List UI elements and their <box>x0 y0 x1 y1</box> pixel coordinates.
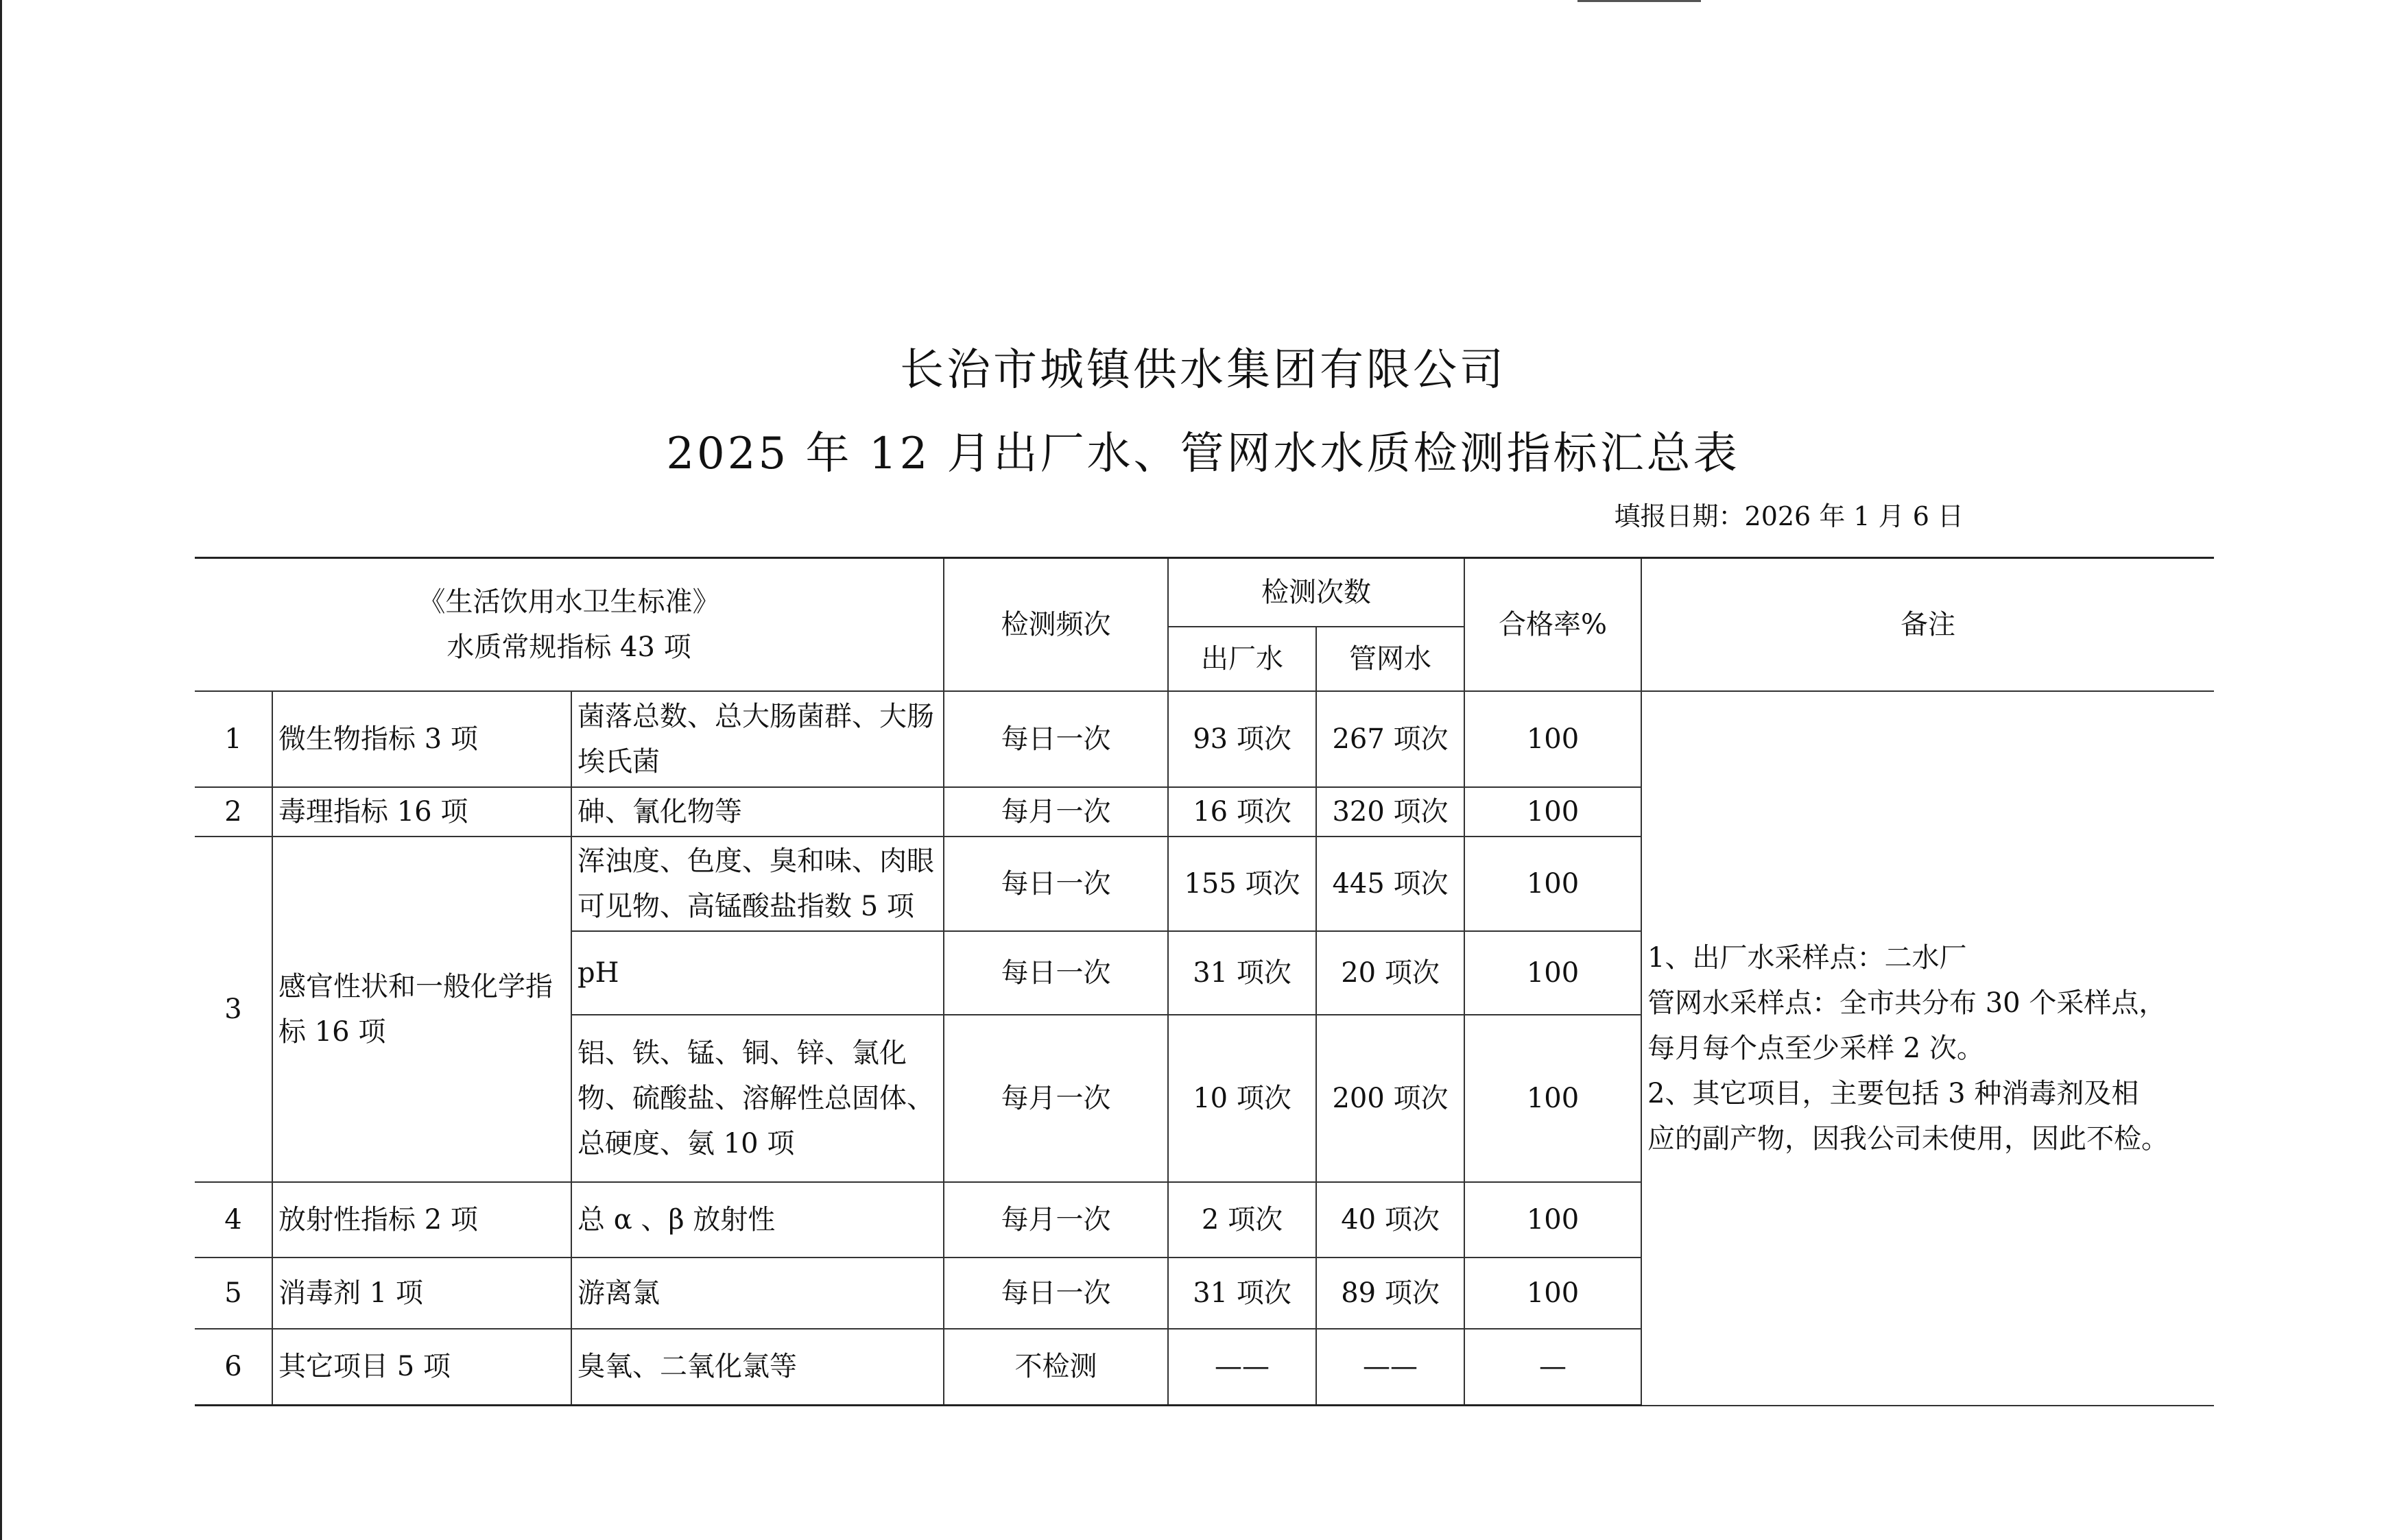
header-frequency: 检测频次 <box>944 558 1168 691</box>
row-factory-count: 2 项次 <box>1168 1182 1316 1258</box>
note-line: 2、其它项目，主要包括 3 种消毒剂及相 <box>1647 1077 2139 1109</box>
row-category: 放射性指标 2 项 <box>272 1182 571 1258</box>
row-pass-rate: 100 <box>1464 837 1641 931</box>
header-standard-line2: 水质常规指标 43 项 <box>446 631 691 663</box>
row-no: 3 <box>195 837 272 1182</box>
remarks-notes <box>1641 691 2214 1406</box>
header-remarks: 备注 <box>1641 558 2214 691</box>
row-factory-count: 93 项次 <box>1168 691 1316 787</box>
note-line: 管网水采样点：全市共分布 30 个采样点， <box>1647 987 2167 1019</box>
row-frequency: 不检测 <box>944 1329 1168 1406</box>
note-line: 应的副产物，因我公司未使用，因此不检。 <box>1647 1122 2169 1155</box>
row-no: 4 <box>195 1182 272 1258</box>
row-pass-rate: 100 <box>1464 1182 1641 1258</box>
row-frequency: 每月一次 <box>944 1182 1168 1258</box>
scan-edge-left <box>0 0 2 1540</box>
row-category: 感官性状和一般化学指标 16 项 <box>272 837 571 1182</box>
row-frequency: 每月一次 <box>944 1015 1168 1182</box>
note-line: 每月每个点至少采样 2 次。 <box>1647 1032 1984 1064</box>
note-line: 1、出厂水采样点：二水厂 <box>1647 941 1967 974</box>
row-pass-rate: — <box>1464 1329 1641 1406</box>
row-frequency: 每日一次 <box>944 931 1168 1015</box>
row-factory-count: —— <box>1168 1329 1316 1406</box>
header-counts: 检测次数 <box>1168 558 1464 627</box>
row-factory-count: 31 项次 <box>1168 1258 1316 1329</box>
row-network-count: 40 项次 <box>1316 1182 1464 1258</box>
row-factory-count: 16 项次 <box>1168 787 1316 837</box>
header-standard <box>195 558 944 691</box>
row-category: 微生物指标 3 项 <box>272 691 571 787</box>
table-row <box>195 691 2214 787</box>
company-title: 长治市城镇供水集团有限公司 <box>900 345 1506 396</box>
row-items: 臭氧、二氧化氯等 <box>571 1329 944 1406</box>
water-quality-table <box>195 557 2214 1406</box>
row-no: 6 <box>195 1329 272 1406</box>
row-pass-rate: 100 <box>1464 931 1641 1015</box>
header-row-1 <box>195 558 2214 627</box>
row-factory-count: 155 项次 <box>1168 837 1316 931</box>
row-network-count: 445 项次 <box>1316 837 1464 931</box>
row-no: 2 <box>195 787 272 837</box>
row-frequency: 每日一次 <box>944 837 1168 931</box>
row-pass-rate: 100 <box>1464 1015 1641 1182</box>
header-factory: 出厂水 <box>1168 627 1316 691</box>
row-network-count: 20 项次 <box>1316 931 1464 1015</box>
row-network-count: 320 项次 <box>1316 787 1464 837</box>
row-no: 5 <box>195 1258 272 1329</box>
header-pass-rate: 合格率% <box>1464 558 1641 691</box>
row-category: 消毒剂 1 项 <box>272 1258 571 1329</box>
row-pass-rate: 100 <box>1464 787 1641 837</box>
row-network-count: 89 项次 <box>1316 1258 1464 1329</box>
header-standard-line1: 《生活饮用水卫生标准》 <box>418 586 720 618</box>
row-pass-rate: 100 <box>1464 691 1641 787</box>
scan-edge-top <box>1577 0 1701 2</box>
row-items: pH <box>571 931 944 1015</box>
row-network-count: 200 项次 <box>1316 1015 1464 1182</box>
row-items: 铝、铁、锰、铜、锌、氯化物、硫酸盐、溶解性总固体、总硬度、氨 10 项 <box>571 1015 944 1182</box>
row-category: 其它项目 5 项 <box>272 1329 571 1406</box>
row-factory-count: 31 项次 <box>1168 931 1316 1015</box>
row-frequency: 每日一次 <box>944 1258 1168 1329</box>
report-date: 填报日期：2026 年 1 月 6 日 <box>1614 501 1964 531</box>
row-items: 游离氯 <box>571 1258 944 1329</box>
row-pass-rate: 100 <box>1464 1258 1641 1329</box>
row-items: 浑浊度、色度、臭和味、肉眼可见物、高锰酸盐指数 5 项 <box>571 837 944 931</box>
row-network-count: 267 项次 <box>1316 691 1464 787</box>
row-items: 菌落总数、总大肠菌群、大肠埃氏菌 <box>571 691 944 787</box>
row-frequency: 每日一次 <box>944 691 1168 787</box>
row-network-count: —— <box>1316 1329 1464 1406</box>
row-factory-count: 10 项次 <box>1168 1015 1316 1182</box>
report-title: 2025 年 12 月出厂水、管网水水质检测指标汇总表 <box>666 429 1740 479</box>
header-network: 管网水 <box>1316 627 1464 691</box>
row-category: 毒理指标 16 项 <box>272 787 571 837</box>
row-frequency: 每月一次 <box>944 787 1168 837</box>
row-items: 总 α 、β 放射性 <box>571 1182 944 1258</box>
row-no: 1 <box>195 691 272 787</box>
row-items: 砷、氰化物等 <box>571 787 944 837</box>
